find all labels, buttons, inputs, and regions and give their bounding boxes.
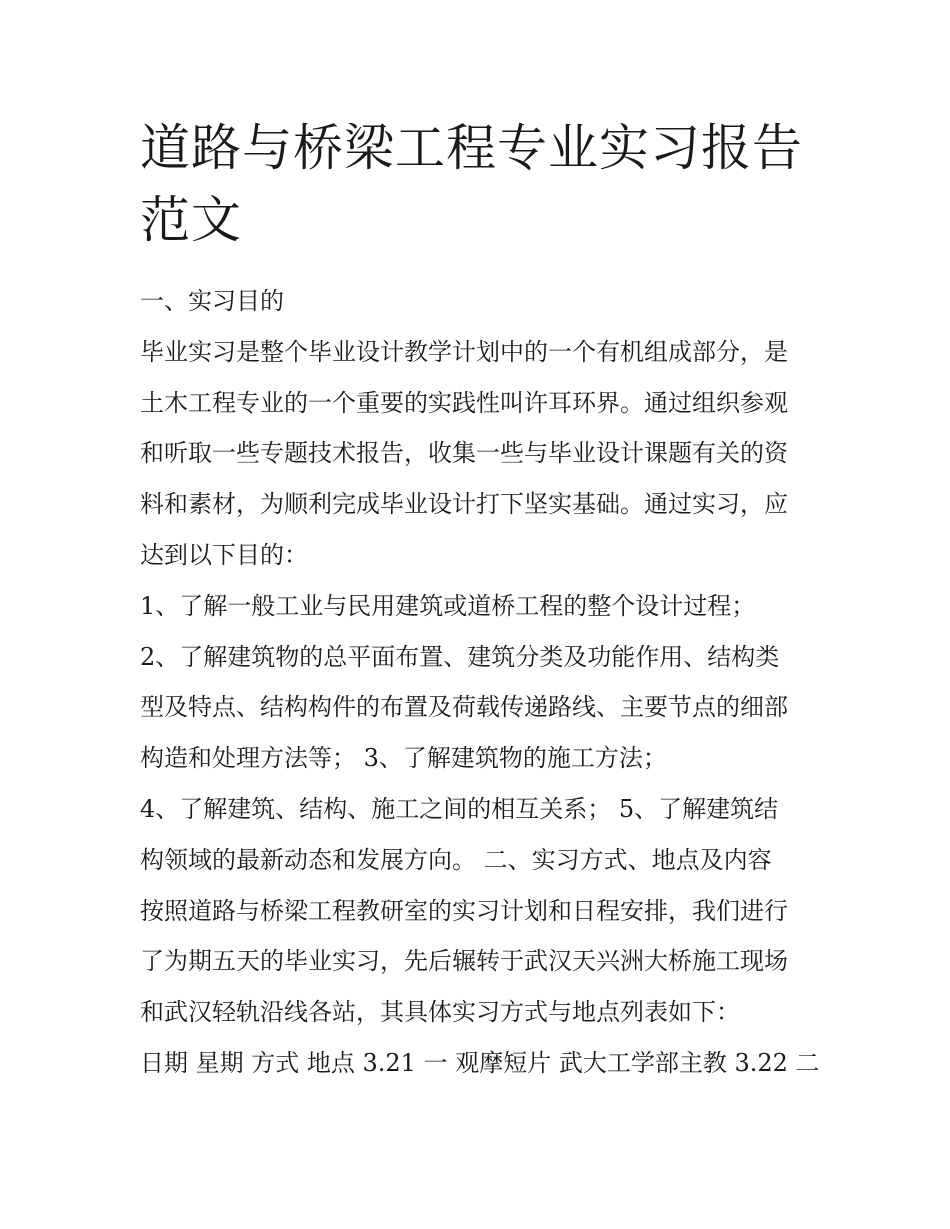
document-body xyxy=(140,276,820,1089)
list-item: 4、了解建筑、结构、施工之间的相互关系； 5、了解建筑结 xyxy=(140,794,779,823)
body-line: 土木工程专业的一个重要的实践性叫许耳环界。通过组织参观 xyxy=(140,388,788,417)
body-line: 构领域的最新动态和发展方向。 二、实习方式、地点及内容 xyxy=(140,845,772,874)
body-line: 型及特点、结构构件的布置及荷载传递路线、主要节点的细部 xyxy=(140,693,788,722)
section-heading-purpose: 一、实习目的 xyxy=(140,287,284,315)
body-line: 和听取一些专题技术报告，收集一些与毕业设计课题有关的资 xyxy=(140,439,788,468)
body-line: 按照道路与桥梁工程教研室的实习计划和日程安排，我们进行 xyxy=(140,896,788,925)
list-item: 1、了解一般工业与民用建筑或道桥工程的整个设计过程； xyxy=(140,591,756,620)
title-line-1: 道路与桥梁工程专业实习报告 xyxy=(140,119,803,177)
title-line-2: 范文 xyxy=(140,191,242,249)
body-line: 达到以下目的： xyxy=(140,540,308,569)
body-line: 料和素材，为顺利完成毕业设计打下坚实基础。通过实习，应 xyxy=(140,490,788,519)
document-title xyxy=(140,112,820,256)
table-text-line: 日期 星期 方式 地点 3.21 一 观摩短片 武大工学部主教 3.22 二 xyxy=(140,1048,820,1077)
body-line: 构造和处理方法等； 3、了解建筑物的施工方法； xyxy=(140,744,667,773)
document-page xyxy=(140,112,820,1089)
list-item: 2、了解建筑物的总平面布置、建筑分类及功能作用、结构类 xyxy=(140,642,780,671)
body-line: 和武汉轻轨沿线各站，其具体实习方式与地点列表如下： xyxy=(140,998,740,1027)
body-line: 了为期五天的毕业实习，先后辗转于武汉天兴洲大桥施工现场 xyxy=(140,947,788,976)
body-line: 毕业实习是整个毕业设计教学计划中的一个有机组成部分，是 xyxy=(140,337,788,366)
